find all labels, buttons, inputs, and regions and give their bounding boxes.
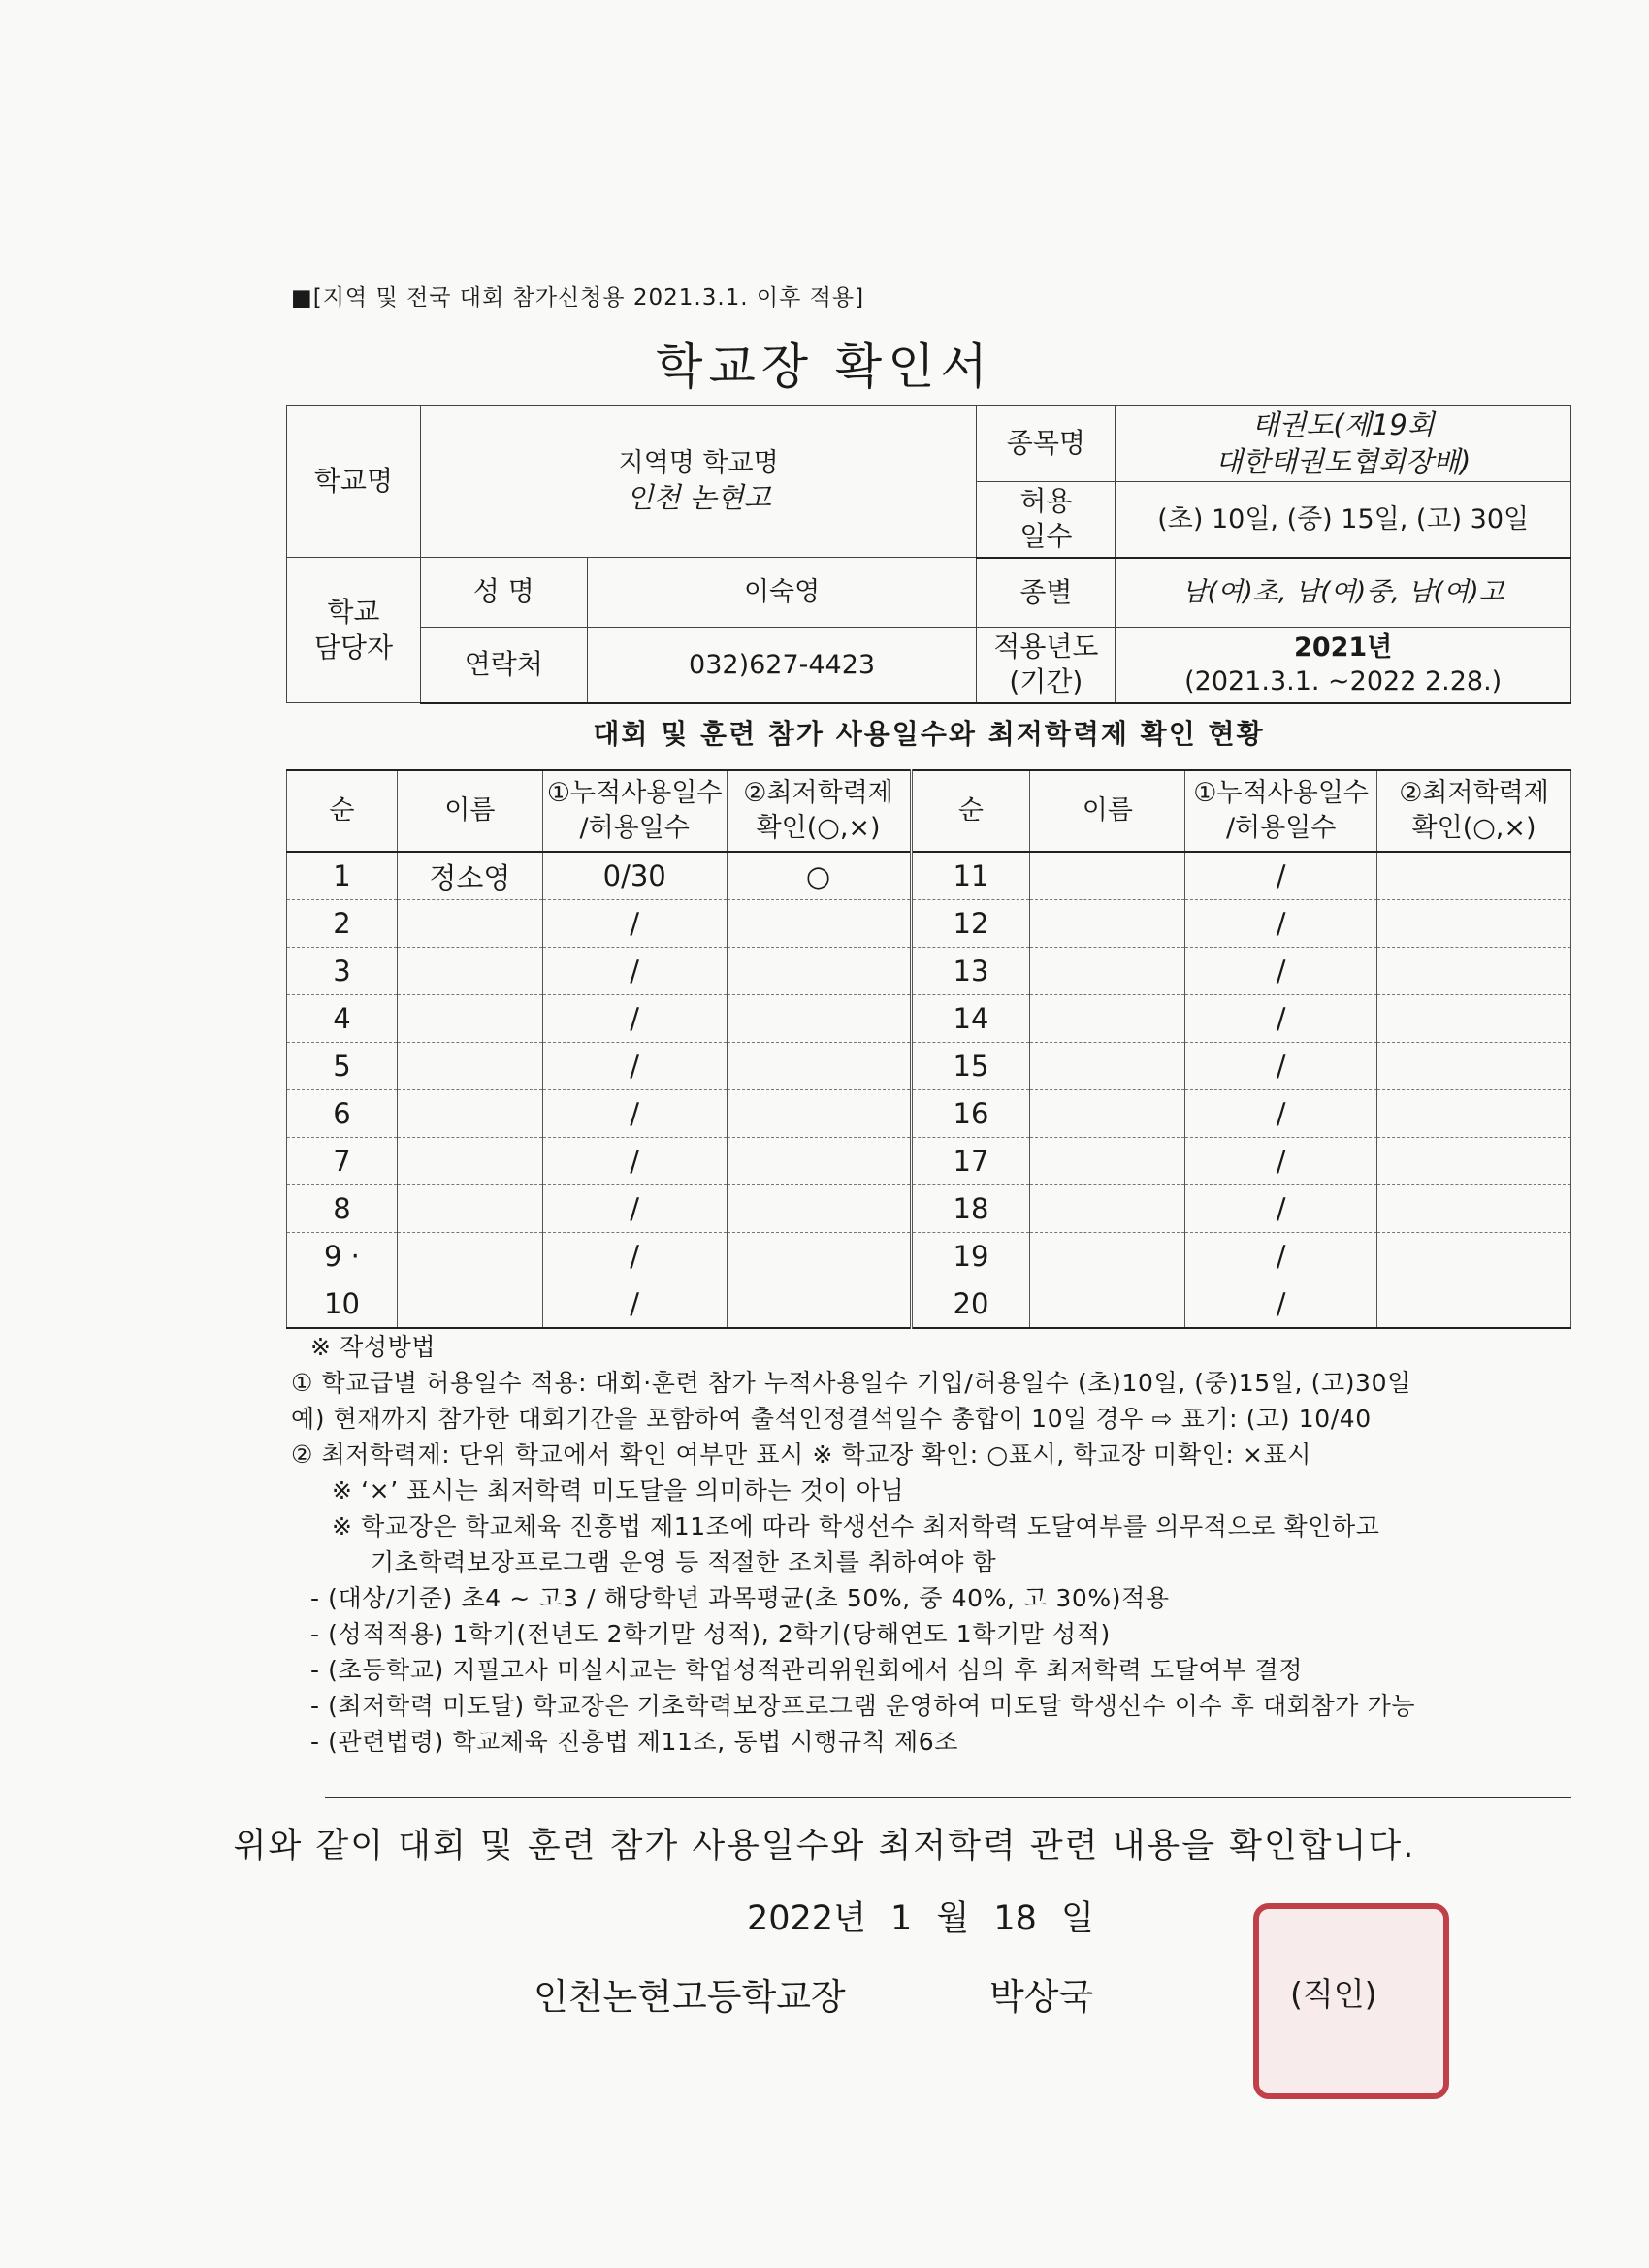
- year-value: 2021년: [1294, 632, 1393, 664]
- table-row: [287, 1233, 1571, 1280]
- cell-name-right: [1030, 1233, 1185, 1280]
- allowed-days-label-line2: 일수: [1019, 520, 1073, 553]
- cell-name-right: [1030, 1280, 1185, 1329]
- instruction-line: ※ 학교장은 학교체육 진흥법 제11조에 따라 학생선수 최저학력 도달여부를 의무적으로 확인하고: [332, 1512, 1380, 1540]
- instruction-line: 기초학력보장프로그램 운영 등 적절한 조치를 취하여야 함: [371, 1548, 997, 1576]
- document-title: 학교장 확인서: [656, 339, 993, 395]
- cell-name-right: [1030, 852, 1185, 900]
- header-name: 이름: [397, 770, 542, 852]
- cell-days-right: /: [1185, 948, 1377, 995]
- cell-name-right: [1030, 1043, 1185, 1090]
- year-label-line2: (기간): [1009, 665, 1083, 698]
- cell-check-right: [1377, 900, 1571, 948]
- cell-days-right: /: [1185, 852, 1377, 900]
- header-days-right-line2: /허용일수: [1225, 813, 1337, 843]
- cell-seq-right: 16: [911, 1090, 1030, 1138]
- header-check: [727, 770, 911, 852]
- event-cell: [1116, 406, 1571, 482]
- cell-seq-right: 18: [911, 1185, 1030, 1233]
- cell-check-right: [1377, 948, 1571, 995]
- cell-days: /: [542, 1185, 727, 1233]
- cell-name-right: [1030, 1090, 1185, 1138]
- staff-label-line1: 학교: [327, 596, 380, 629]
- instruction-line: ① 학교급별 허용일수 적용: 대회·훈련 참가 누적사용일수 기입/허용일수 (초)10일, (중)15일, (고)30일: [291, 1369, 1411, 1397]
- cell-seq-right: 12: [911, 900, 1030, 948]
- cell-check-right: [1377, 1280, 1571, 1329]
- header-check-line1: ②최저학력제: [743, 777, 893, 808]
- instruction-line: - (초등학교) 지필고사 미실시교는 학업성적관리위원회에서 심의 후 최저학력 도달여부 결정: [310, 1656, 1304, 1684]
- header-days-right: [1185, 770, 1377, 852]
- cell-seq-right: 11: [911, 852, 1030, 900]
- cell-seq: 2: [287, 900, 398, 948]
- year-cell: [1116, 628, 1571, 703]
- allowed-days-label: [977, 482, 1116, 558]
- cell-check: [727, 900, 911, 948]
- cell-check: [727, 1280, 911, 1329]
- cell-name-right: [1030, 948, 1185, 995]
- instruction-line: ※ ‘×’ 표시는 최저학력 미도달을 의미하는 것이 아님: [332, 1476, 905, 1505]
- cell-check: [727, 948, 911, 995]
- header-name-right: 이름: [1030, 770, 1185, 852]
- staff-label: [287, 558, 421, 703]
- cell-days: /: [542, 948, 727, 995]
- instruction-line: - (최저학력 미도달) 학교장은 기초학력보장프로그램 운영하여 미도달 학생선수 이수 후 대회참가 가능: [310, 1692, 1416, 1720]
- cell-seq-right: 14: [911, 995, 1030, 1043]
- cell-name: 정소영: [397, 852, 542, 900]
- cell-name: [397, 900, 542, 948]
- cell-days: /: [542, 1090, 727, 1138]
- table-row: [287, 1280, 1571, 1329]
- cell-seq: 1: [287, 852, 398, 900]
- cell-check-right: [1377, 1185, 1571, 1233]
- event-value-line1: 태권도(제19회: [1251, 407, 1435, 441]
- cell-days: /: [542, 1233, 727, 1280]
- contact-value: 032)627-4423: [587, 628, 977, 703]
- cell-seq: 4: [287, 995, 398, 1043]
- header-days: [542, 770, 727, 852]
- cell-seq: 8: [287, 1185, 398, 1233]
- instruction-line: ② 최저학력제: 단위 학교에서 확인 여부만 표시 ※ 학교장 확인: ○표시, 학교장 미확인: ×표시: [291, 1441, 1311, 1469]
- header-seq-right: 순: [911, 770, 1030, 852]
- cell-seq-right: 17: [911, 1138, 1030, 1185]
- header-days-line1: ①누적사용일수: [546, 777, 723, 808]
- header-seq: 순: [287, 770, 398, 852]
- cell-seq-right: 19: [911, 1233, 1030, 1280]
- signer-title: 인천논현고등학교장: [534, 1976, 846, 2018]
- cell-seq: 3: [287, 948, 398, 995]
- cell-days-right: /: [1185, 1280, 1377, 1329]
- cell-check: [727, 1090, 911, 1138]
- cell-seq: 10: [287, 1280, 398, 1329]
- cell-days: /: [542, 1138, 727, 1185]
- cell-name: [397, 1185, 542, 1233]
- cell-days: /: [542, 1280, 727, 1329]
- category-label: 종별: [977, 558, 1116, 628]
- instruction-line: - (관련법령) 학교체육 진흥법 제11조, 동법 시행규칙 제6조: [310, 1728, 958, 1756]
- cell-days: /: [542, 1043, 727, 1090]
- table-row: [287, 1090, 1571, 1138]
- allowed-days-label-line1: 허용: [1019, 484, 1073, 517]
- table-row: [287, 852, 1571, 900]
- cell-check-right: [1377, 1090, 1571, 1138]
- school-value: 인천 논현고: [626, 481, 771, 515]
- allowed-days-value: (초) 10일, (중) 15일, (고) 30일: [1116, 482, 1571, 558]
- cell-name: [397, 1233, 542, 1280]
- instruction-line: - (대상/기준) 초4 ~ 고3 / 해당학년 과목평균(초 50%, 중 40%, 고 30%)적용: [310, 1584, 1170, 1612]
- info-table: [286, 405, 1571, 704]
- event-label: 종목명: [977, 406, 1116, 482]
- cell-check-right: [1377, 1233, 1571, 1280]
- staff-label-line2: 담당자: [313, 631, 394, 664]
- header-days-line2: /허용일수: [579, 813, 690, 843]
- cell-seq-right: 20: [911, 1280, 1030, 1329]
- cell-name-right: [1030, 1138, 1185, 1185]
- cell-check-right: [1377, 995, 1571, 1043]
- period-value: (2021.3.1. ~2022 2.28.): [1184, 666, 1503, 697]
- cell-seq-right: 13: [911, 948, 1030, 995]
- year-label: [977, 628, 1116, 703]
- section-title: 대회 및 훈련 참가 사용일수와 최저학력제 확인 현황: [593, 718, 1265, 750]
- instruction-line: - (성적적용) 1학기(전년도 2학기말 성적), 2학기(당해연도 1학기말 성적): [310, 1620, 1111, 1648]
- cell-check: [727, 995, 911, 1043]
- year-label-line1: 적용년도: [993, 630, 1099, 663]
- cell-days-right: /: [1185, 1090, 1377, 1138]
- cell-name: [397, 1090, 542, 1138]
- table-row: [287, 995, 1571, 1043]
- cell-name: [397, 1280, 542, 1329]
- cell-check: [727, 1185, 911, 1233]
- cell-name: [397, 948, 542, 995]
- school-cell: [420, 406, 977, 558]
- header-check-right-line1: ②최저학력제: [1399, 777, 1549, 808]
- school-label: 학교명: [287, 406, 421, 558]
- signer-name: 박상국: [989, 1976, 1094, 2018]
- table-row: [287, 1185, 1571, 1233]
- table-row: [287, 900, 1571, 948]
- table-row: [287, 1138, 1571, 1185]
- cell-name: [397, 1043, 542, 1090]
- seal-label: (직인): [1290, 1975, 1377, 2013]
- cell-name-right: [1030, 1185, 1185, 1233]
- divider: [325, 1797, 1571, 1798]
- signature-date: 2022년 1 월 18 일: [747, 1899, 1094, 1938]
- cell-check: [727, 1138, 911, 1185]
- cell-seq-right: 15: [911, 1043, 1030, 1090]
- confirmation-text: 위와 같이 대회 및 훈련 참가 사용일수와 최저학력 관련 내용을 확인합니다.: [233, 1827, 1416, 1865]
- cell-days: /: [542, 995, 727, 1043]
- instructions: [291, 1329, 1581, 1760]
- cell-check-right: [1377, 1043, 1571, 1090]
- cell-check-right: [1377, 1138, 1571, 1185]
- header-check-line2: 확인(○,×): [756, 813, 881, 843]
- cell-check: [727, 1233, 911, 1280]
- header-days-right-line1: ①누적사용일수: [1193, 777, 1369, 808]
- cell-days-right: /: [1185, 995, 1377, 1043]
- cell-name-right: [1030, 995, 1185, 1043]
- cell-check: ○: [727, 852, 911, 900]
- form-usage-note: ■[지역 및 전국 대회 참가신청용 2021.3.1. 이후 적용]: [291, 285, 865, 310]
- cell-name: [397, 995, 542, 1043]
- cell-days-right: /: [1185, 1233, 1377, 1280]
- header-check-right-line2: 확인(○,×): [1411, 813, 1536, 843]
- cell-days-right: /: [1185, 1043, 1377, 1090]
- cell-name: [397, 1138, 542, 1185]
- cell-days-right: /: [1185, 1185, 1377, 1233]
- cell-days: /: [542, 900, 727, 948]
- category-value: 남(여)초, 남(여)중, 남(여)고: [1116, 558, 1571, 628]
- school-sublabel: 지역명 학교명: [618, 448, 779, 479]
- cell-seq: 6: [287, 1090, 398, 1138]
- cell-check: [727, 1043, 911, 1090]
- cell-days-right: /: [1185, 1138, 1377, 1185]
- name-value: 이숙영: [587, 558, 977, 628]
- cell-seq: 9 ·: [287, 1233, 398, 1280]
- header-check-right: [1377, 770, 1571, 852]
- instruction-line: 예) 현재까지 참가한 대회기간을 포함하여 출석인정결석일수 총합이 10일 경우 ⇨ 표기: (고) 10/40: [291, 1405, 1372, 1433]
- contact-label: 연락처: [420, 628, 587, 703]
- cell-seq: 5: [287, 1043, 398, 1090]
- event-value-line2: 대한태권도협회장배): [1214, 444, 1471, 478]
- cell-days: 0/30: [542, 852, 727, 900]
- status-table: [286, 769, 1571, 1329]
- cell-seq: 7: [287, 1138, 398, 1185]
- instructions-title: ※ 작성방법: [310, 1333, 436, 1361]
- table-row: [287, 1043, 1571, 1090]
- cell-name-right: [1030, 900, 1185, 948]
- cell-check-right: [1377, 852, 1571, 900]
- table-row: [287, 948, 1571, 995]
- cell-days-right: /: [1185, 900, 1377, 948]
- name-label: 성 명: [420, 558, 587, 628]
